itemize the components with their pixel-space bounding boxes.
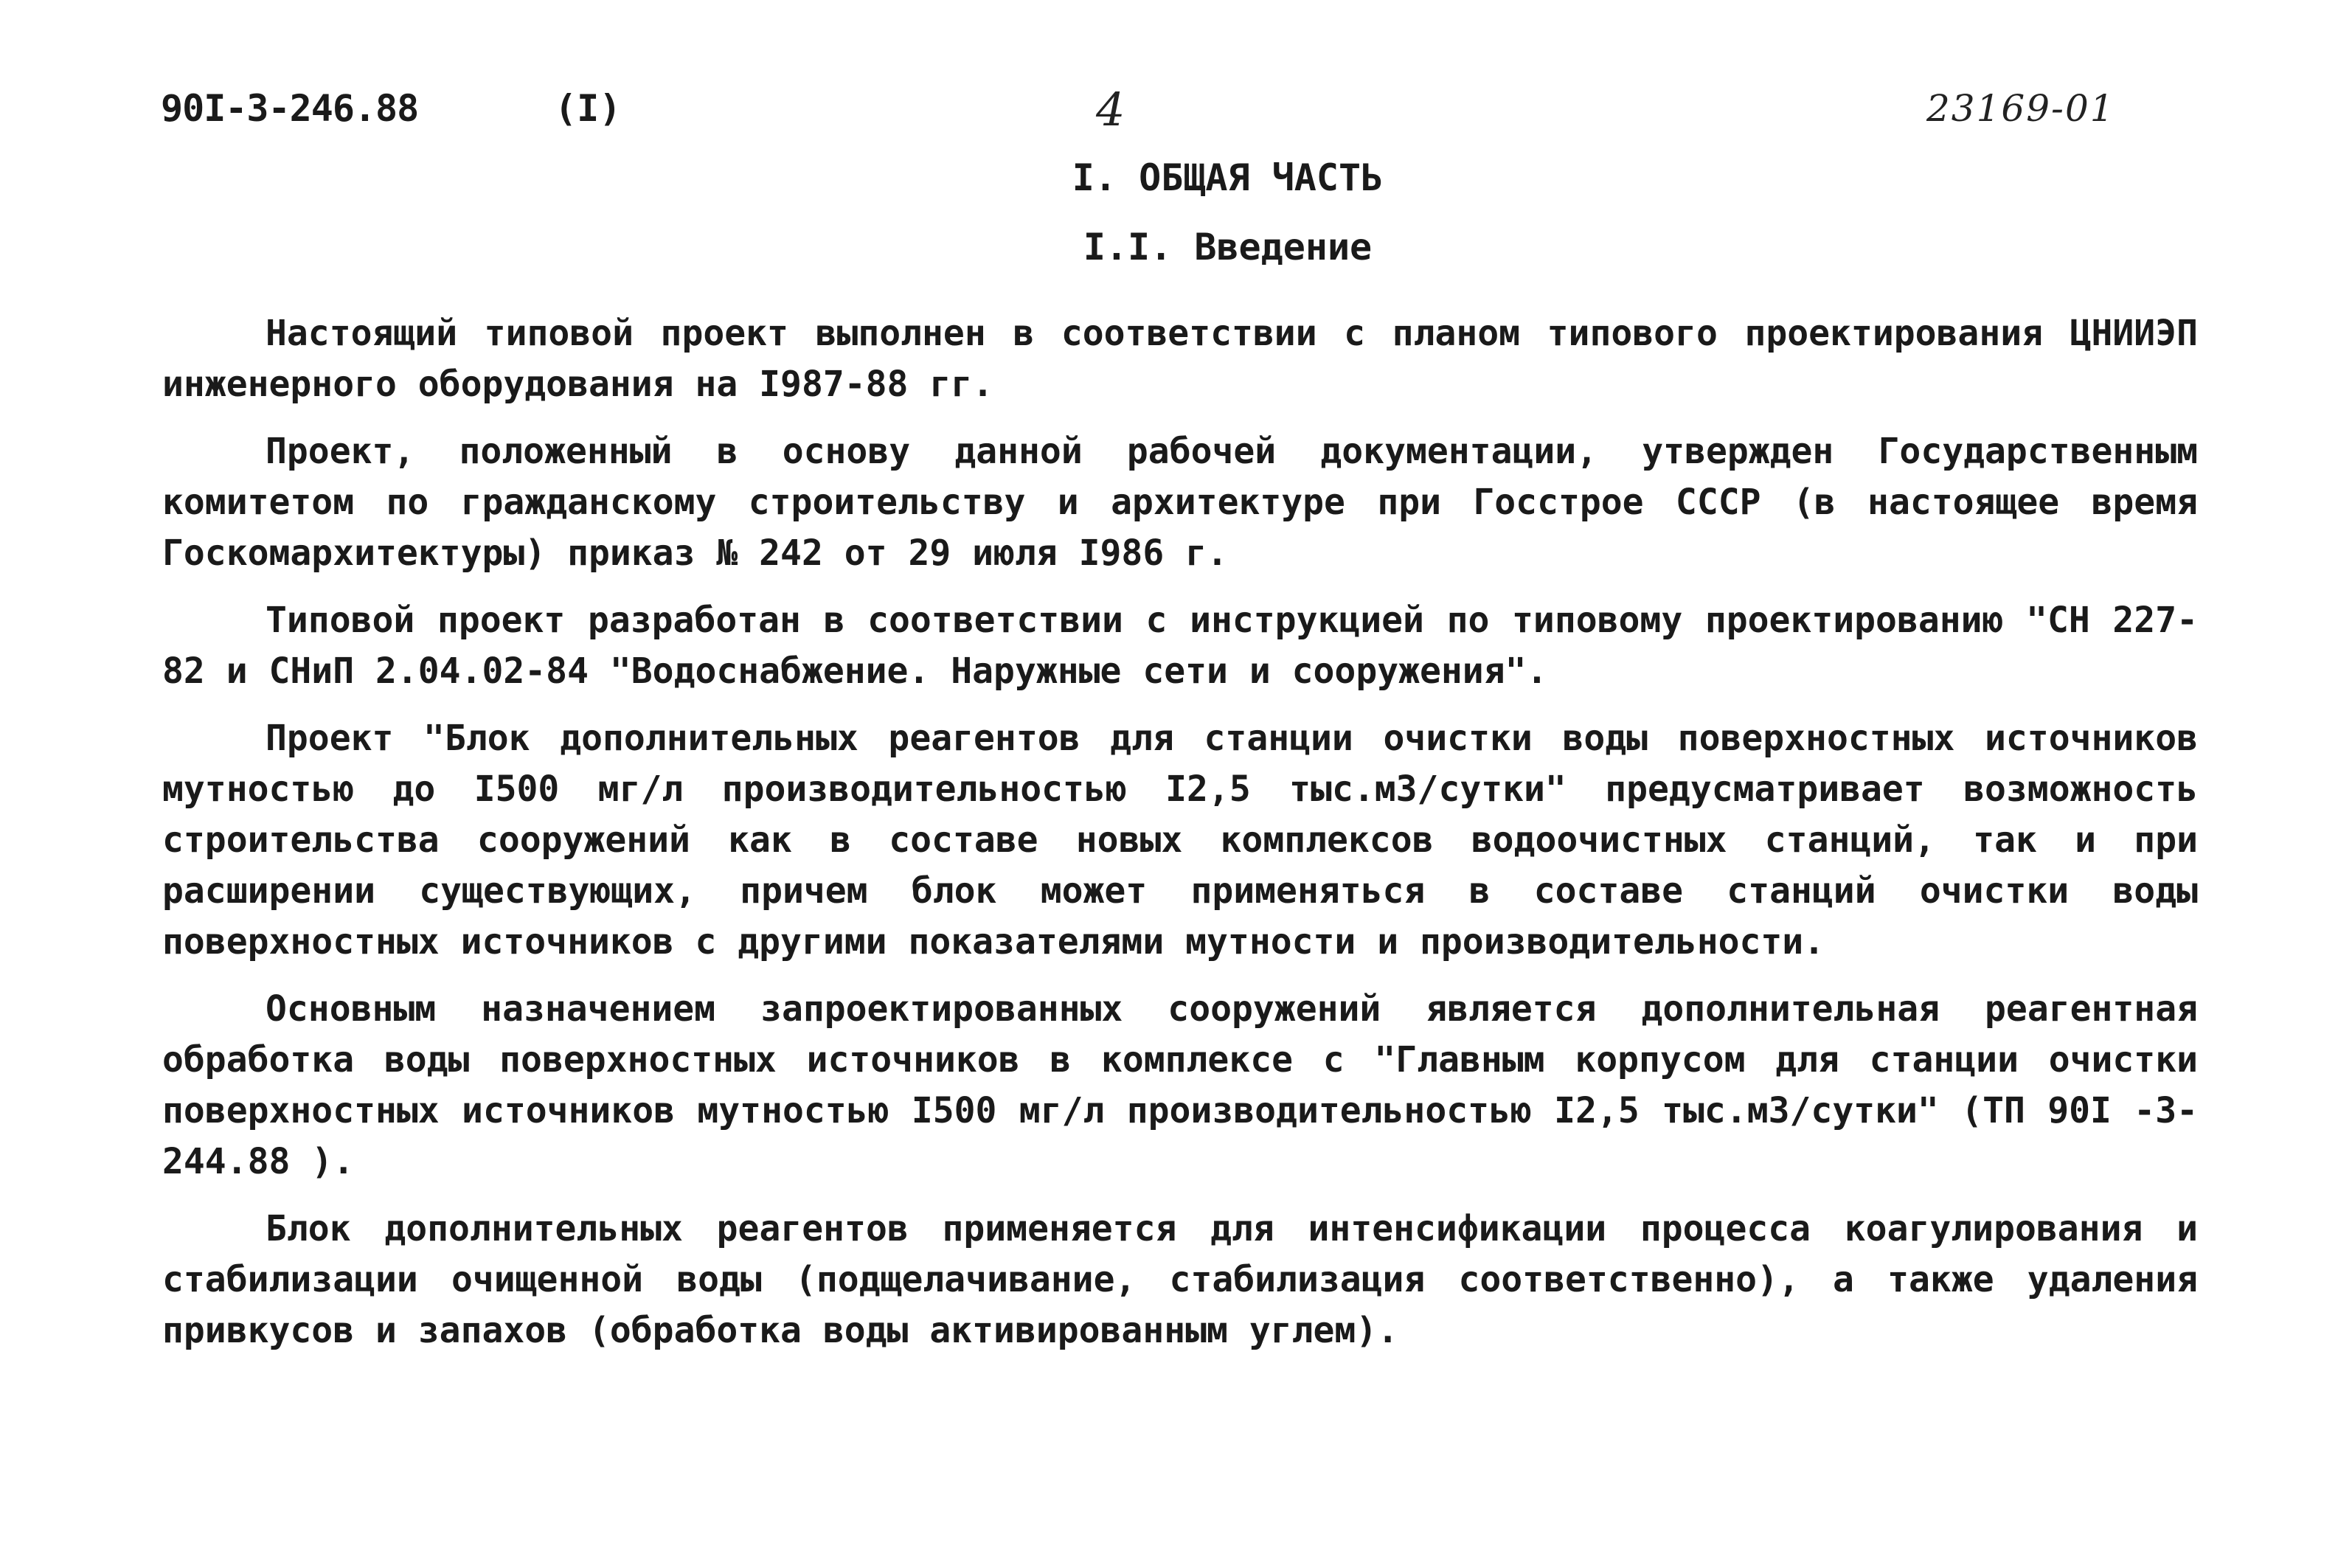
subsection-title: I.I. Введение bbox=[1083, 226, 1373, 268]
page-header bbox=[0, 83, 2352, 139]
paragraph-application: Блок дополнительных реагентов применяется для интенсификации процесса коагулирования и стабилизации очищенной воды (подщелачивание, стабилизация соответственно), а также удаления привкусов и запахов (обработка воды активированным углем). bbox=[162, 1208, 2198, 1351]
document-code: 90I-3-246.88 bbox=[161, 87, 419, 130]
body-text bbox=[162, 308, 2198, 1373]
paragraph-plan: Настоящий типовой проект выполнен в соответствии с планом типового проектирования ЦНИИЭП инженерного оборудования на I987-88 гг. bbox=[162, 313, 2198, 405]
paragraph-approval: Проект, положенный в основу данной рабочей документации, утвержден Государственным комитетом по гражданскому строительству и архитектуре при Госстрое СССР (в настоящее время Госкомархитектуры) приказ № 242 от 29 июля I986 г. bbox=[162, 431, 2198, 574]
section-title: I. ОБЩАЯ ЧАСТЬ bbox=[1072, 156, 1384, 199]
paragraph-standards: Типовой проект разработан в соответствии с инструкцией по типовому проектированию "СН 227-82 и СНиП 2.04.02-84 "Водоснабжение. Наружные сети и сооружения". bbox=[162, 600, 2198, 692]
inventory-number: 23169-01 bbox=[1926, 87, 2115, 130]
document-part: (I) bbox=[555, 87, 622, 130]
page-number: 4 bbox=[1096, 83, 1125, 136]
paragraph-scope: Проект "Блок дополнительных реагентов для станции очистки воды поверхностных источников мутностью до I500 мг/л производительностью I2,5 тыс.м3/сутки" предусматривает возможность строительства сооружений как в составе новых комплексов водоочистных станций, так и при расширении существующих, причем блок может применяться в составе станций очистки воды поверхностных источников с другими показателями мутности и производительности. bbox=[162, 718, 2198, 962]
paragraph-purpose: Основным назначением запроектированных сооружений является дополнительная реагентная обработка воды поверхностных источников в комплексе с "Главным корпусом для станции очистки поверхностных источников мутностью I500 мг/л производительностью I2,5 тыс.м3/сутки" (ТП 90I -3- 244.88 ). bbox=[162, 988, 2198, 1182]
